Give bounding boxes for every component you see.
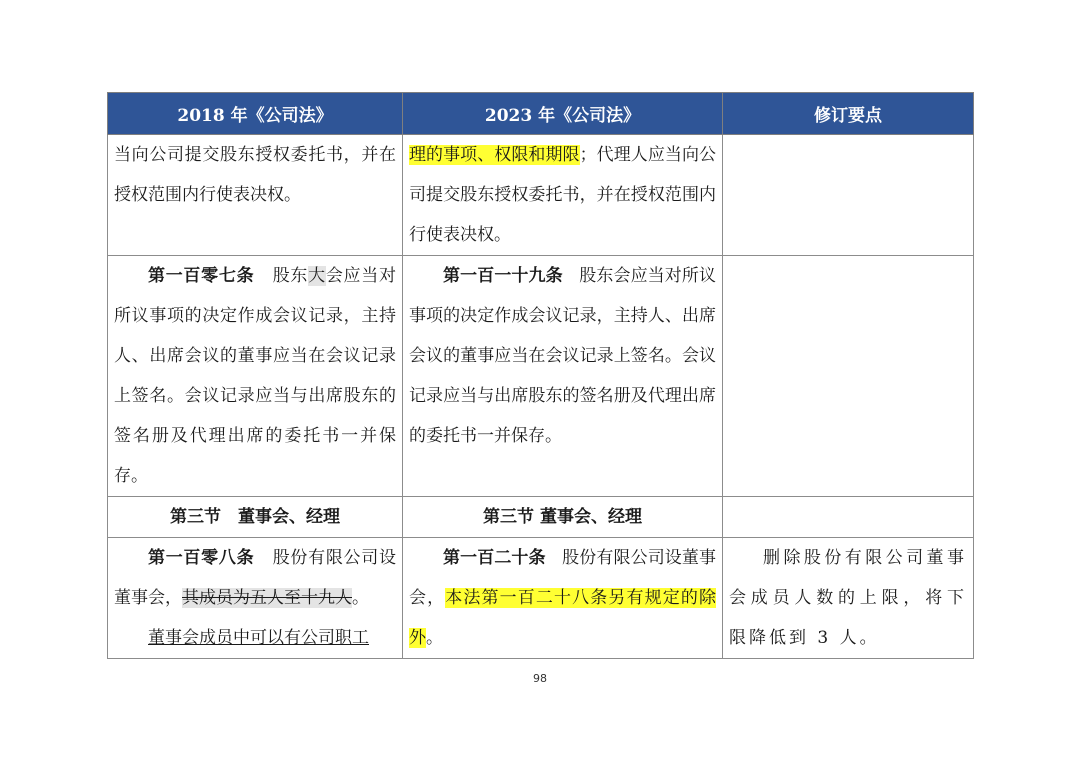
header-2018-law: 2018 年《公司法》 xyxy=(108,93,403,135)
article-number: 第一百零七条 xyxy=(148,266,255,286)
section-title-2023: 第三节 董事会、经理 xyxy=(403,497,723,538)
table-row xyxy=(108,256,974,497)
page-number: 98 xyxy=(533,672,547,685)
cell-revision-note xyxy=(723,135,974,256)
table-row xyxy=(108,135,974,256)
cell-revision-note xyxy=(723,497,974,538)
highlighted-text: 本法第一百二十八条另有规定的除外 xyxy=(409,588,716,648)
deleted-text: 其成员为五人至十九人 xyxy=(182,588,352,608)
cell-revision-note xyxy=(723,256,974,497)
underlined-text: 董事会成员中可以有公司职工 xyxy=(148,628,369,648)
changed-text: 大 xyxy=(308,266,326,286)
cell-revision-note: 删除股份有限公司董事会成员人数的上限，将下限降低到 3 人。 xyxy=(723,538,974,659)
article-number: 第一百零八条 xyxy=(148,548,255,568)
header-revision-points: 修订要点 xyxy=(723,93,974,135)
article-number: 第一百二十条 xyxy=(443,548,546,568)
cell-2018-text: 第一百零七条 股东大会应当对所议事项的决定作成会议记录，主持人、出席会议的董事应当在会议记录上签名。会议记录应当与出席股东的签名册及代理出席的委托书一并保存。 xyxy=(108,256,403,497)
section-title-2018: 第三节 董事会、经理 xyxy=(108,497,403,538)
cell-2018-text: 第一百零八条 股份有限公司设董事会，其成员为五人至十九人。 董事会成员中可以有公司职工 xyxy=(108,538,403,659)
header-2023-law: 2023 年《公司法》 xyxy=(403,93,723,135)
article-number: 第一百一十九条 xyxy=(443,266,563,286)
comparison-table xyxy=(107,92,974,659)
cell-2023-text: 第一百一十九条 股东会应当对所议事项的决定作成会议记录，主持人、出席会议的董事应当在会议记录上签名。会议记录应当与出席股东的签名册及代理出席的委托书一并保存。 xyxy=(403,256,723,497)
table-row xyxy=(108,538,974,659)
table-row xyxy=(108,497,974,538)
cell-2018-text: 当向公司提交股东授权委托书，并在授权范围内行使表决权。 xyxy=(108,135,403,256)
highlighted-text: 理的事项、权限和期限 xyxy=(409,145,580,165)
table-header-row xyxy=(108,93,974,135)
cell-2023-text: 理的事项、权限和期限；代理人应当向公司提交股东授权委托书，并在授权范围内行使表决权。 xyxy=(403,135,723,256)
cell-2023-text: 第一百二十条 股份有限公司设董事会，本法第一百二十八条另有规定的除外。 xyxy=(403,538,723,659)
